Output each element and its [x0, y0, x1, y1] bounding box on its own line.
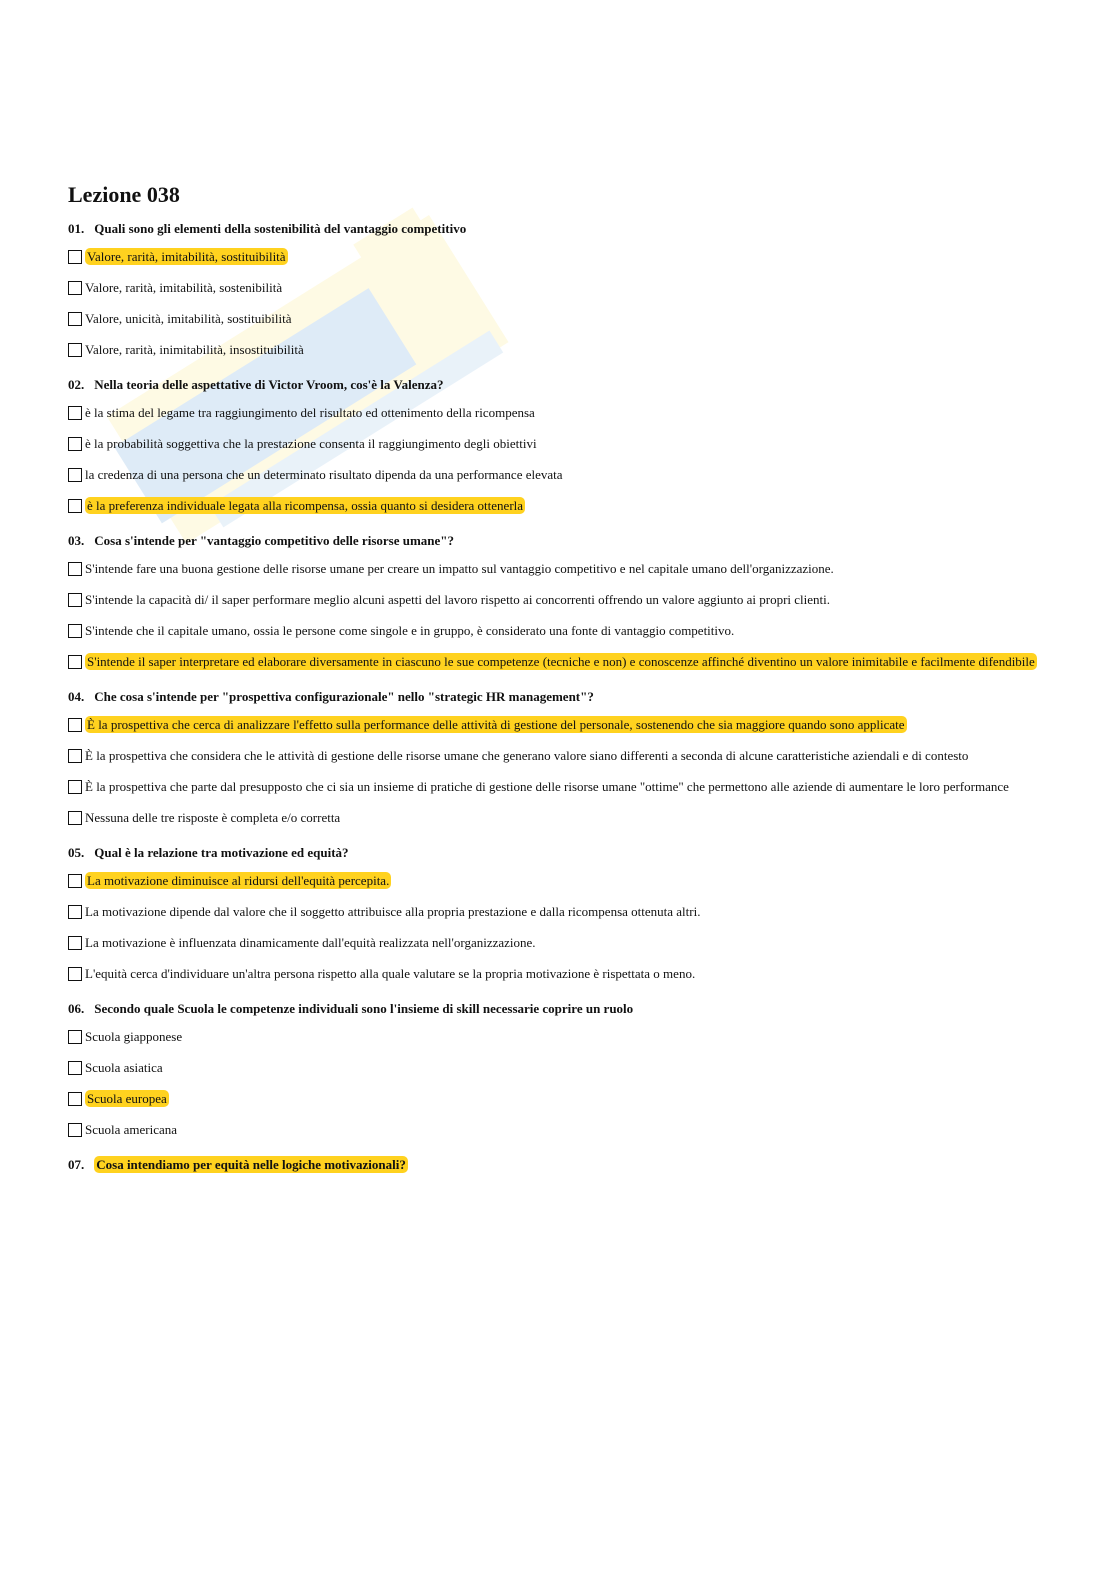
question-03: [68, 532, 1040, 670]
answer-text: S'intende fare una buona gestione delle risorse umane per creare un impatto sul vantaggio competitivo e nel capitale umano dell'organizzazione.: [85, 561, 834, 576]
answer-option: [68, 310, 1040, 327]
answer-text-highlighted: Scuola europea: [87, 1091, 167, 1106]
answer-text: Valore, unicità, imitabilità, sostituibilità: [85, 311, 292, 326]
question-number: 03.: [68, 533, 85, 548]
question-text: Nella teoria delle aspettative di Victor Vroom, cos'è la Valenza?: [94, 377, 444, 392]
question-heading: [68, 1000, 1040, 1018]
answer-text: è la probabilità soggettiva che la prestazione consenta il raggiungimento degli obiettivi: [85, 436, 537, 451]
answer-option: [68, 435, 1040, 452]
answer-option: [68, 341, 1040, 358]
question-heading: [68, 376, 1040, 394]
question-06: [68, 1000, 1040, 1138]
question-04: [68, 688, 1040, 826]
answer-text: L'equità cerca d'individuare un'altra persona rispetto alla quale valutare se la propria motivazione è rispettata o meno.: [85, 966, 696, 981]
lesson-title: Lezione 038: [68, 182, 180, 207]
answer-text-highlighted: La motivazione diminuisce al ridursi dell'equità percepita.: [87, 873, 390, 888]
question-heading: [68, 844, 1040, 862]
answer-option: [68, 466, 1040, 483]
answer-text-highlighted: è la preferenza individuale legata alla ricompensa, ossia quanto si desidera ottenerla: [87, 498, 524, 513]
checkbox[interactable]: [68, 624, 82, 638]
question-05: [68, 844, 1040, 982]
answer-text: Scuola americana: [85, 1122, 178, 1137]
checkbox[interactable]: [68, 655, 82, 669]
answer-option: [68, 248, 1040, 265]
question-07: [68, 1156, 1040, 1174]
question-heading: [68, 532, 1040, 550]
question-01: [68, 220, 1040, 358]
answer-text-highlighted: È la prospettiva che cerca di analizzare l'effetto sulla performance delle attività di gestione del personale, sostenendo che sia maggiore quando sono applicate: [87, 717, 905, 732]
answer-text: La motivazione dipende dal valore che il soggetto attribuisce alla propria prestazione e dalla ricompensa ottenuta altri.: [85, 904, 701, 919]
question-number: 04.: [68, 689, 85, 704]
answer-option: [68, 872, 1040, 889]
answer-text: è la stima del legame tra raggiungimento del risultato ed ottenimento della ricompensa: [85, 405, 535, 420]
document-page: [68, 180, 1040, 1192]
answer-option: [68, 404, 1040, 421]
question-number: 06.: [68, 1001, 85, 1016]
answer-text: S'intende che il capitale umano, ossia le persone come singole e in gruppo, è considerato una fonte di vantaggio competitivo.: [85, 623, 735, 638]
question-heading: [68, 688, 1040, 706]
answer-option: [68, 747, 1040, 764]
answer-text: Scuola giapponese: [85, 1029, 183, 1044]
checkbox[interactable]: [68, 281, 82, 295]
question-number: 02.: [68, 377, 85, 392]
question-text: Secondo quale Scuola le competenze individuali sono l'insieme di skill necessarie coprire un ruolo: [94, 1001, 634, 1016]
question-02: [68, 376, 1040, 514]
answer-option: [68, 1028, 1040, 1045]
question-heading: [68, 220, 1040, 238]
answer-text: S'intende la capacità di/ il saper performare meglio alcuni aspetti del lavoro rispetto ai concorrenti offrendo un valore aggiunto ai propri clienti.: [85, 592, 831, 607]
answer-option: [68, 1059, 1040, 1076]
checkbox[interactable]: [68, 905, 82, 919]
answer-option: [68, 965, 1040, 982]
answer-text: La motivazione è influenzata dinamicamente dall'equità realizzata nell'organizzazione.: [85, 935, 536, 950]
answer-text: È la prospettiva che parte dal presupposto che ci sia un insieme di pratiche di gestione delle risorse umane "ottime" che permettono alle aziende di aumentare le loro performance: [85, 779, 1009, 794]
checkbox[interactable]: [68, 250, 82, 264]
checkbox[interactable]: [68, 312, 82, 326]
checkbox[interactable]: [68, 749, 82, 763]
question-text: Qual è la relazione tra motivazione ed equità?: [94, 845, 349, 860]
checkbox[interactable]: [68, 1030, 82, 1044]
question-number: 05.: [68, 845, 85, 860]
answer-option: [68, 560, 1040, 577]
checkbox[interactable]: [68, 874, 82, 888]
question-text-highlighted: Cosa intendiamo per equità nelle logiche motivazionali?: [96, 1157, 406, 1172]
answer-option: [68, 716, 1040, 733]
answer-option: [68, 591, 1040, 608]
answer-option: [68, 497, 1040, 514]
checkbox[interactable]: [68, 562, 82, 576]
answer-text: la credenza di una persona che un determinato risultato dipenda da una performance elevata: [85, 467, 563, 482]
question-text: Quali sono gli elementi della sostenibilità del vantaggio competitivo: [94, 221, 467, 236]
answer-text-highlighted: Valore, rarità, imitabilità, sostituibilità: [87, 249, 286, 264]
checkbox[interactable]: [68, 1061, 82, 1075]
checkbox[interactable]: [68, 936, 82, 950]
question-heading: [68, 1156, 1040, 1174]
checkbox[interactable]: [68, 967, 82, 981]
answer-option: [68, 903, 1040, 920]
checkbox[interactable]: [68, 437, 82, 451]
answer-option: [68, 1090, 1040, 1107]
question-number: 07.: [68, 1157, 85, 1172]
question-text: Cosa s'intende per "vantaggio competitivo delle risorse umane"?: [94, 533, 455, 548]
checkbox[interactable]: [68, 468, 82, 482]
answer-text: Nessuna delle tre risposte è completa e/o corretta: [85, 810, 341, 825]
answer-text: Valore, rarità, inimitabilità, insostituibilità: [85, 342, 304, 357]
answer-text: Valore, rarità, imitabilità, sostenibilità: [85, 280, 283, 295]
answer-text: È la prospettiva che considera che le attività di gestione delle risorse umane che generano valore siano differenti a seconda di alcune caratteristiche aziendali e di contesto: [85, 748, 969, 763]
answer-text-highlighted: S'intende il saper interpretare ed elaborare diversamente in ciascuno le sue competenze (tecniche e non) e conoscenze affinché diventino un valore inimitabile e facilmente difendibile: [87, 654, 1035, 669]
checkbox[interactable]: [68, 593, 82, 607]
answer-option: [68, 1121, 1040, 1138]
checkbox[interactable]: [68, 1092, 82, 1106]
checkbox[interactable]: [68, 343, 82, 357]
answer-option: [68, 622, 1040, 639]
answer-text: Scuola asiatica: [85, 1060, 163, 1075]
checkbox[interactable]: [68, 811, 82, 825]
answer-option: [68, 934, 1040, 951]
question-text: Che cosa s'intende per "prospettiva configurazionale" nello "strategic HR management"?: [94, 689, 594, 704]
checkbox[interactable]: [68, 1123, 82, 1137]
checkbox[interactable]: [68, 780, 82, 794]
checkbox[interactable]: [68, 406, 82, 420]
checkbox[interactable]: [68, 718, 82, 732]
answer-option: [68, 778, 1040, 795]
question-number: 01.: [68, 221, 85, 236]
answer-option: [68, 653, 1040, 670]
checkbox[interactable]: [68, 499, 82, 513]
answer-option: [68, 809, 1040, 826]
answer-option: [68, 279, 1040, 296]
